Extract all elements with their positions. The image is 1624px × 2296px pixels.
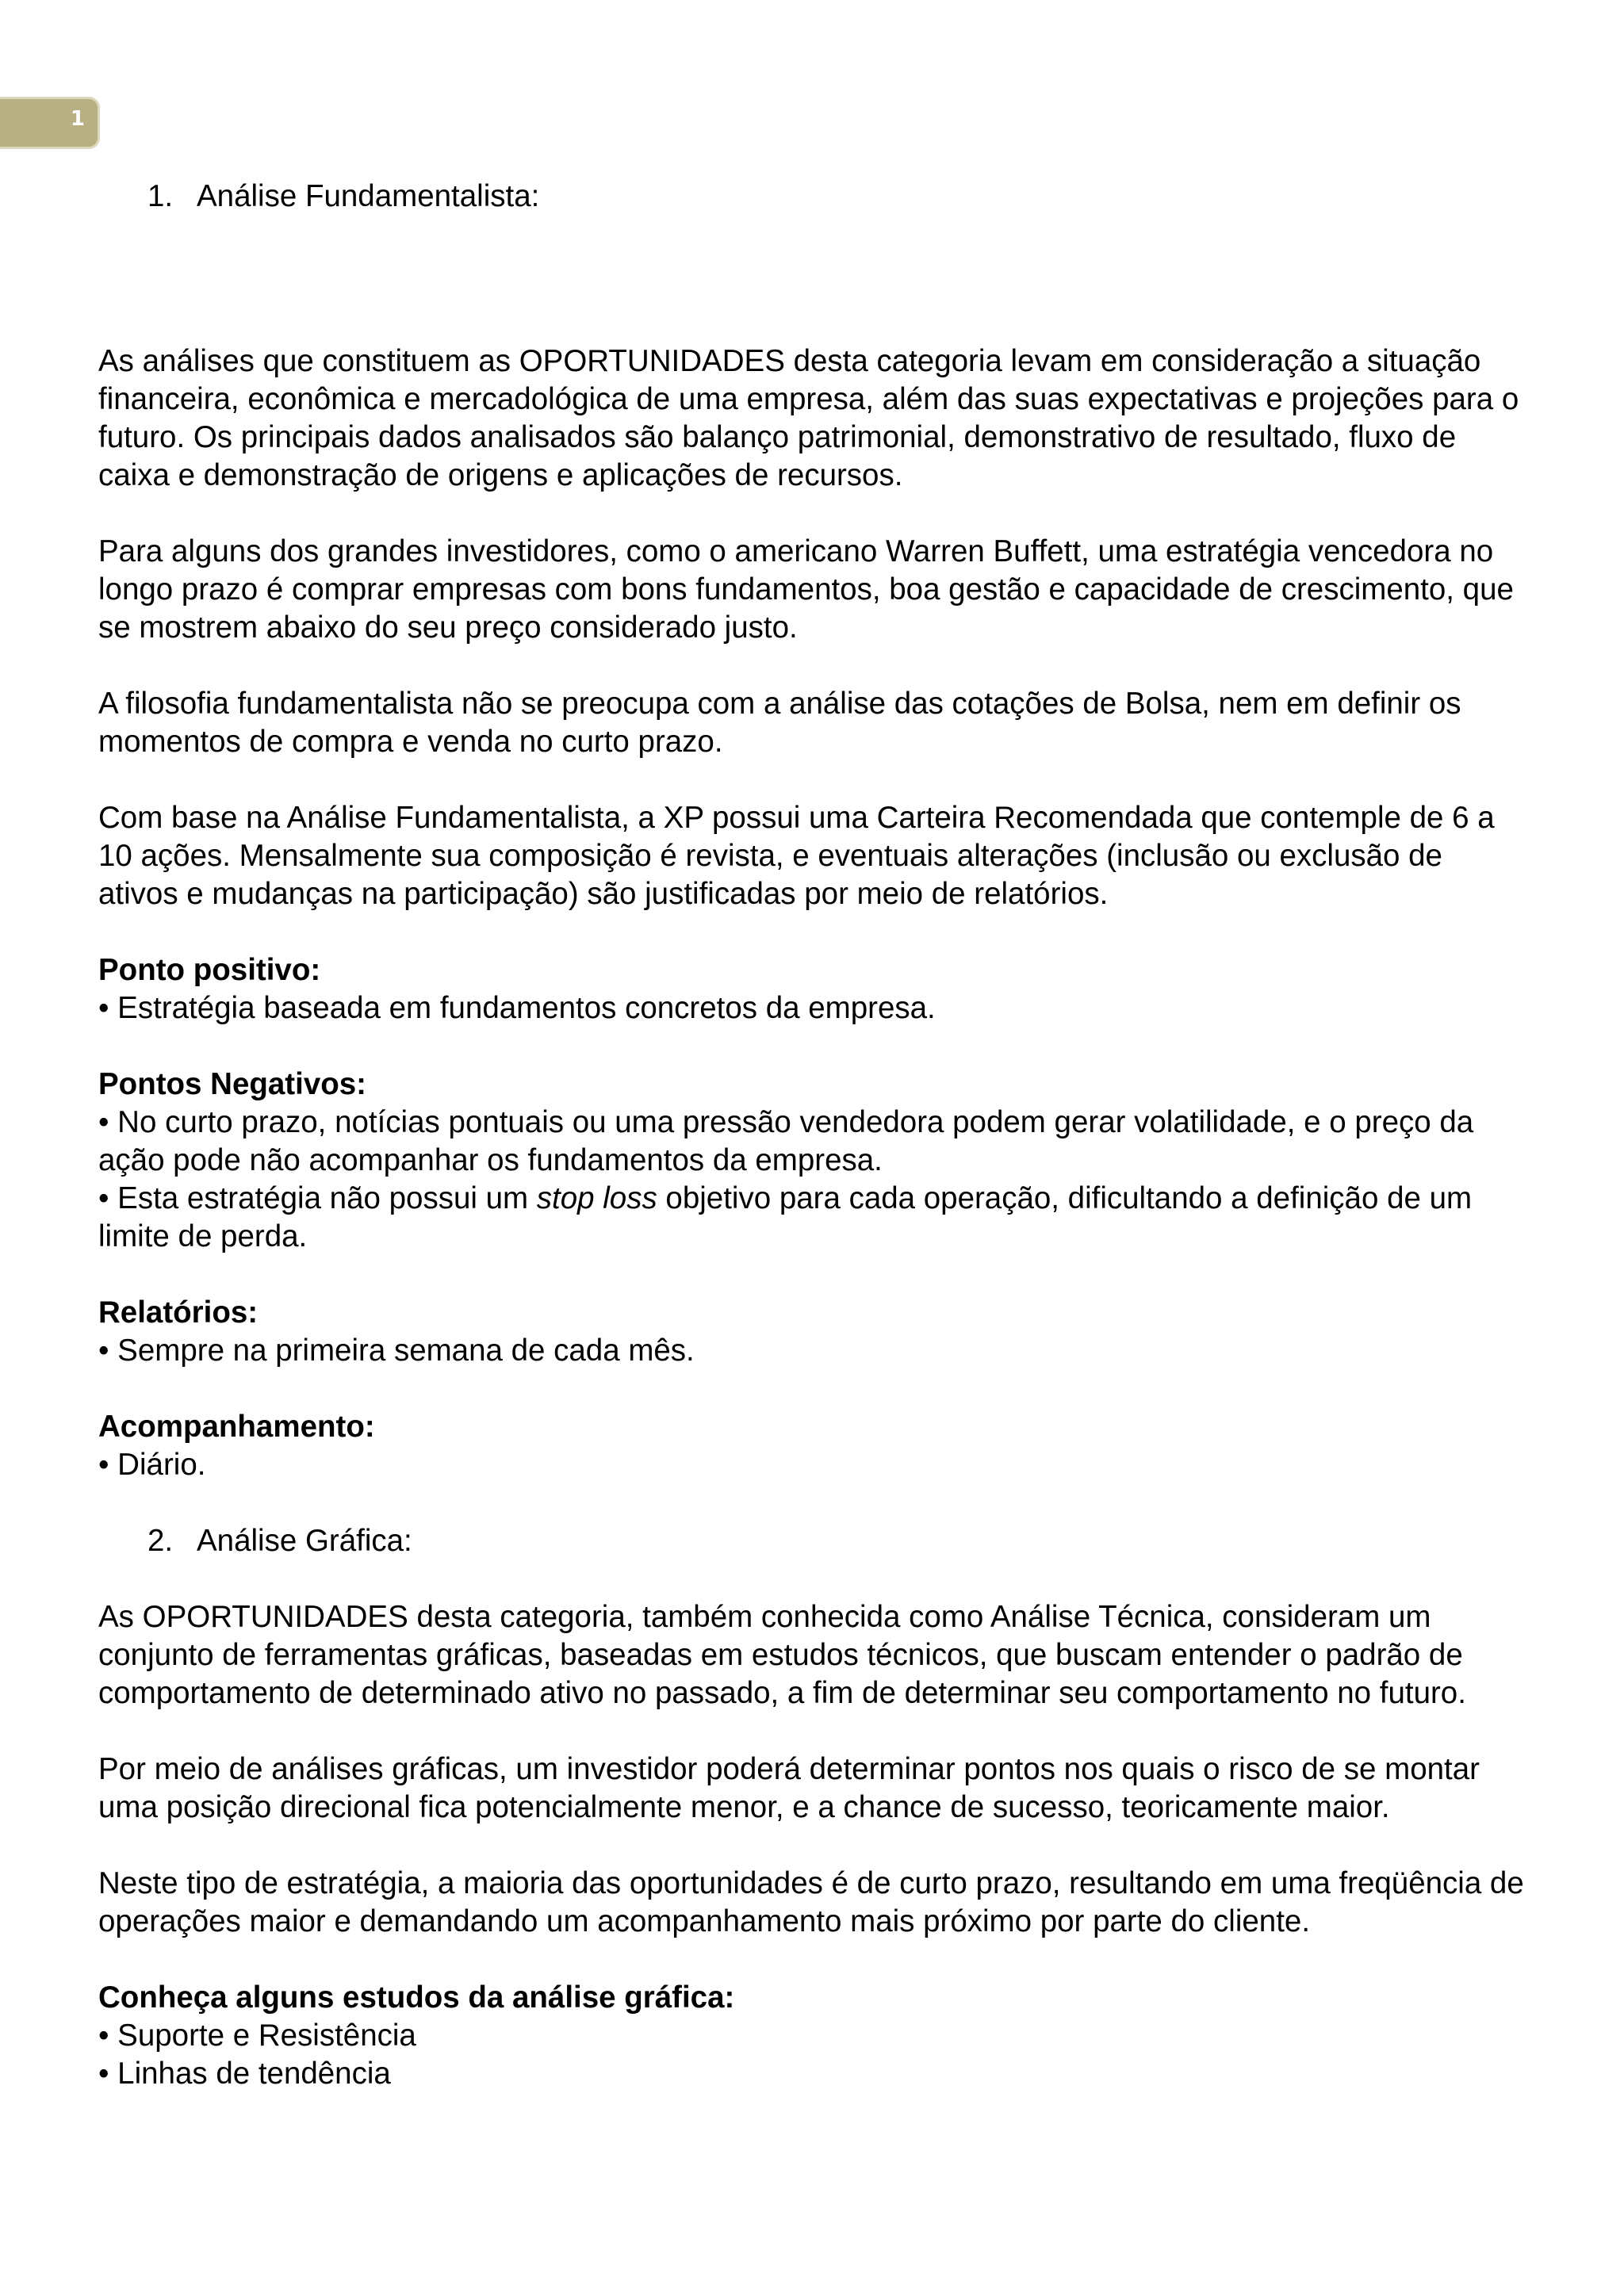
section-2-title: Análise Gráfica: [197, 1524, 412, 1558]
section-1-heading [98, 178, 1526, 216]
studies-label: Conheça alguns estudos da análise gráfica: [98, 1980, 735, 2015]
section-2-heading [98, 1522, 1526, 1560]
paragraph-7: Neste tipo de estratégia, a maioria das oportunidades é de curto prazo, resultando em uma freqüência de operações maior e demandando um acompanhamento mais próximo por parte do cliente. [98, 1866, 1524, 1938]
negative-item-2-end: objetivo para cada operação, dificultando a definição de um limite de perda. [98, 1181, 1473, 1253]
negative-item-1: • No curto prazo, notícias pontuais ou uma pressão vendedora podem gerar volatilidade, e o preço da ação pode não acompanhar os fundamentos da empresa. [98, 1105, 1474, 1177]
paragraph-6: Por meio de análises gráficas, um investidor poderá determinar pontos nos quais o risco de se montar uma posição direcional fica potencialmente menor, e a chance de sucesso, teoricamente maior. [98, 1752, 1480, 1824]
studies-item-1: • Suporte e Resistência [98, 2019, 416, 2053]
paragraph-4: Com base na Análise Fundamentalista, a XP possui uma Carteira Recomendada que contemple de 6 a 10 ações. Mensalmente sua composição é revista, e eventuais alterações (inclusão ou exclusão de ativos e mudanças na participação) são justificadas por meio de relatórios. [98, 801, 1495, 911]
stop-loss-term: stop loss [536, 1181, 657, 1215]
paragraph-2: Para alguns dos grandes investidores, como o americano Warren Buffett, uma estratégia vencedora no longo prazo é comprar empresas com bons fundamentos, boa gestão e capacidade de crescimento, que se mostrem abaixo do seu preço considerado justo. [98, 534, 1514, 645]
negative-item-2-start: • Esta estratégia não possui um [98, 1181, 537, 1215]
paragraph-1: As análises que constituem as OPORTUNIDADES desta categoria levam em consideração a situação financeira, econômica e mercadológica de uma empresa, além das suas expectativas e projeções para o futuro. Os principais dados analisados são balanço patrimonial, demonstrativo de resultado, fluxo de caixa e demonstração de origens e aplicações de recursos. [98, 344, 1519, 492]
section-1-number: 1. [147, 179, 174, 213]
negative-label: Pontos Negativos: [98, 1067, 366, 1101]
paragraph-3: A filosofia fundamentalista não se preocupa com a análise das cotações de Bolsa, nem em definir os momentos de compra e venda no curto prazo. [98, 687, 1461, 759]
page-number-tab [0, 97, 100, 149]
document-body [98, 178, 1526, 2093]
reports-label: Relatórios: [98, 1295, 259, 1330]
tracking-label: Acompanhamento: [98, 1410, 375, 1444]
positive-item: • Estratégia baseada em fundamentos concretos da empresa. [98, 991, 936, 1025]
studies-item-2: • Linhas de tendência [98, 2057, 391, 2091]
tracking-item: • Diário. [98, 1448, 206, 1482]
reports-item: • Sempre na primeira semana de cada mês. [98, 1334, 695, 1368]
paragraph-5: As OPORTUNIDADES desta categoria, também conhecida como Análise Técnica, consideram um conjunto de ferramentas gráficas, baseadas em estudos técnicos, que buscam entender o padrão de comportamento de determinado ativo no passado, a fim de determinar seu comportamento no futuro. [98, 1600, 1466, 1710]
negative-item-2 [98, 1180, 1526, 1256]
section-2-number: 2. [147, 1524, 174, 1558]
positive-label: Ponto positivo: [98, 953, 321, 987]
section-1-title: Análise Fundamentalista: [197, 179, 540, 213]
page-number: 1 [70, 107, 85, 131]
